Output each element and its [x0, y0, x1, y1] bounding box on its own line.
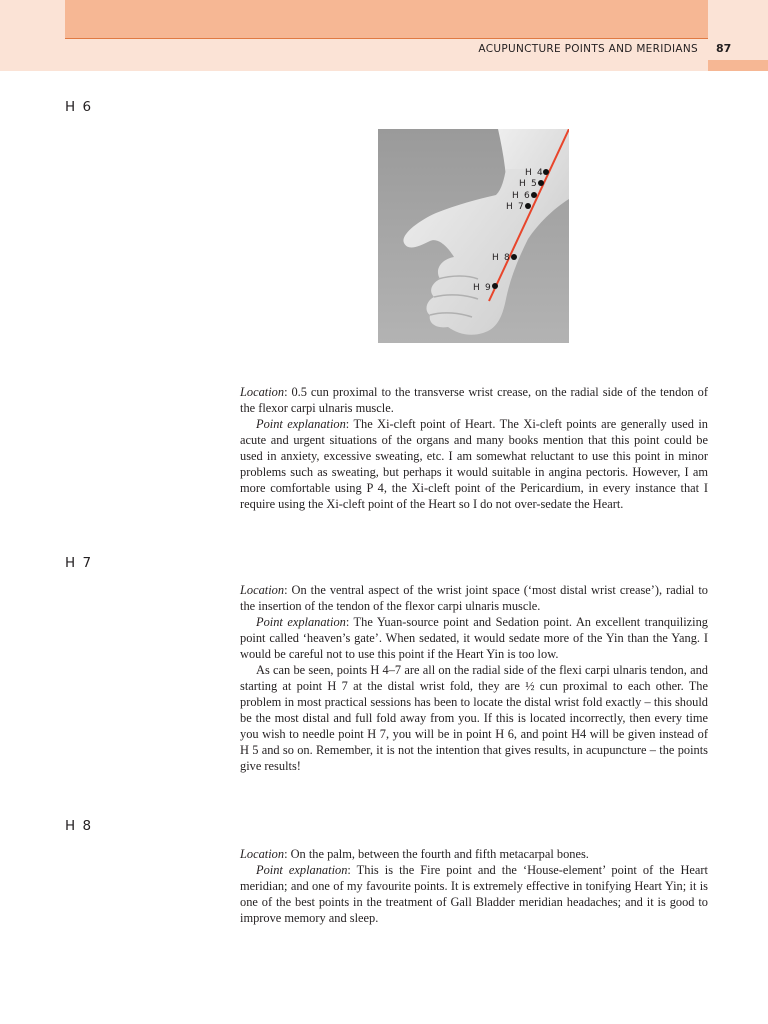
- point-heading-h7: H 7: [65, 555, 93, 571]
- point-marker-h5: [538, 180, 544, 186]
- extra-paragraph: As can be seen, points H 4–7 are all on the radial side of the flexi carpi ulnaris tendon, and starting at point H 7 at the distal wrist fold, they are ½ cun proximal to each other. The problem in most practical sessions has been to locate the distal wrist fold exactly – this should be the most distal and full fold away from you. If this is located incorrectly, then every time you wish to needle point H 7, you will be in point H 6, and point H4 will be given instead of H 5 and so on. Remember, it is not the intention that gives results, in acupuncture – the points give results!: [240, 663, 708, 773]
- location-label: Location: [240, 583, 285, 597]
- explanation-paragraph: [240, 862, 708, 926]
- hand-illustration: [378, 129, 569, 343]
- header-rule: [65, 38, 708, 39]
- location-paragraph: [240, 582, 708, 614]
- point-label-h5: H 5: [519, 179, 538, 189]
- header-accent-block: [65, 0, 708, 38]
- point-label-h7: H 7: [506, 202, 525, 212]
- section-text-h8: [240, 846, 708, 926]
- explanation-label: Point explanation: [256, 615, 346, 629]
- point-label-h9: H 9: [473, 283, 492, 293]
- explanation-text: : The Yuan-source point and Sedation point. An excellent tranquilizing point called ‘heaven’s gate’. When sedated, it would sedate more of the Yin than the Yang. I would be careful not to use this point if the Heart Yin is too low.: [240, 615, 708, 661]
- location-label: Location: [240, 847, 285, 861]
- location-label: Location: [240, 385, 285, 399]
- point-label-h8: H 8: [492, 253, 511, 263]
- running-head: ACUPUNCTURE POINTS AND MERIDIANS: [478, 43, 698, 55]
- location-text: : 0.5 cun proximal to the transverse wrist crease, on the radial side of the tendon of the flexor carpi ulnaris muscle.: [240, 385, 708, 415]
- point-marker-h6: [531, 192, 537, 198]
- location-text: : On the ventral aspect of the wrist joint space (‘most distal wrist crease’), radial to the insertion of the tendon of the flexor carpi ulnaris muscle.: [240, 583, 708, 613]
- point-heading-h8: H 8: [65, 818, 93, 834]
- hand-figure: [378, 129, 569, 343]
- explanation-text: : The Xi-cleft point of Heart. The Xi-cleft points are generally used in acute and urgent situations of the organs and many books mention that this point could be used in anxiety, excessive sweating, etc. I am somewhat reluctant to use this point in minor problems such as sweating, but perhaps it would suitable in angina pectoris. However, I am more comfortable using P 4, the Xi-cleft point of the Pericardium, in every instance that I require using the Xi-cleft point of the Heart so I do not over-sedate the Heart.: [240, 417, 708, 511]
- explanation-text: : This is the Fire point and the ‘House-element’ point of the Heart meridian; and one of my favourite points. It is extremely effective in tonifying Heart Yin; it is one of the best points in the treatment of Gall Bladder meridian headaches; and it is good to improve memory and sleep.: [240, 863, 708, 925]
- point-marker-h9: [492, 283, 498, 289]
- explanation-label: Point explanation: [256, 417, 346, 431]
- location-paragraph: [240, 846, 708, 862]
- section-text-h6: [240, 384, 708, 512]
- location-text: : On the palm, between the fourth and fifth metacarpal bones.: [284, 847, 589, 861]
- point-marker-h7: [525, 203, 531, 209]
- explanation-paragraph: [240, 614, 708, 662]
- page-tab: [708, 60, 768, 71]
- point-label-h4: H 4: [525, 168, 544, 178]
- explanation-paragraph: [240, 416, 708, 512]
- point-label-h6: H 6: [512, 191, 531, 201]
- point-marker-h8: [511, 254, 517, 260]
- explanation-label: Point explanation: [256, 863, 348, 877]
- section-text-h7: [240, 582, 708, 774]
- page-number: 87: [716, 42, 732, 55]
- location-paragraph: [240, 384, 708, 416]
- point-heading-h6: H 6: [65, 99, 93, 115]
